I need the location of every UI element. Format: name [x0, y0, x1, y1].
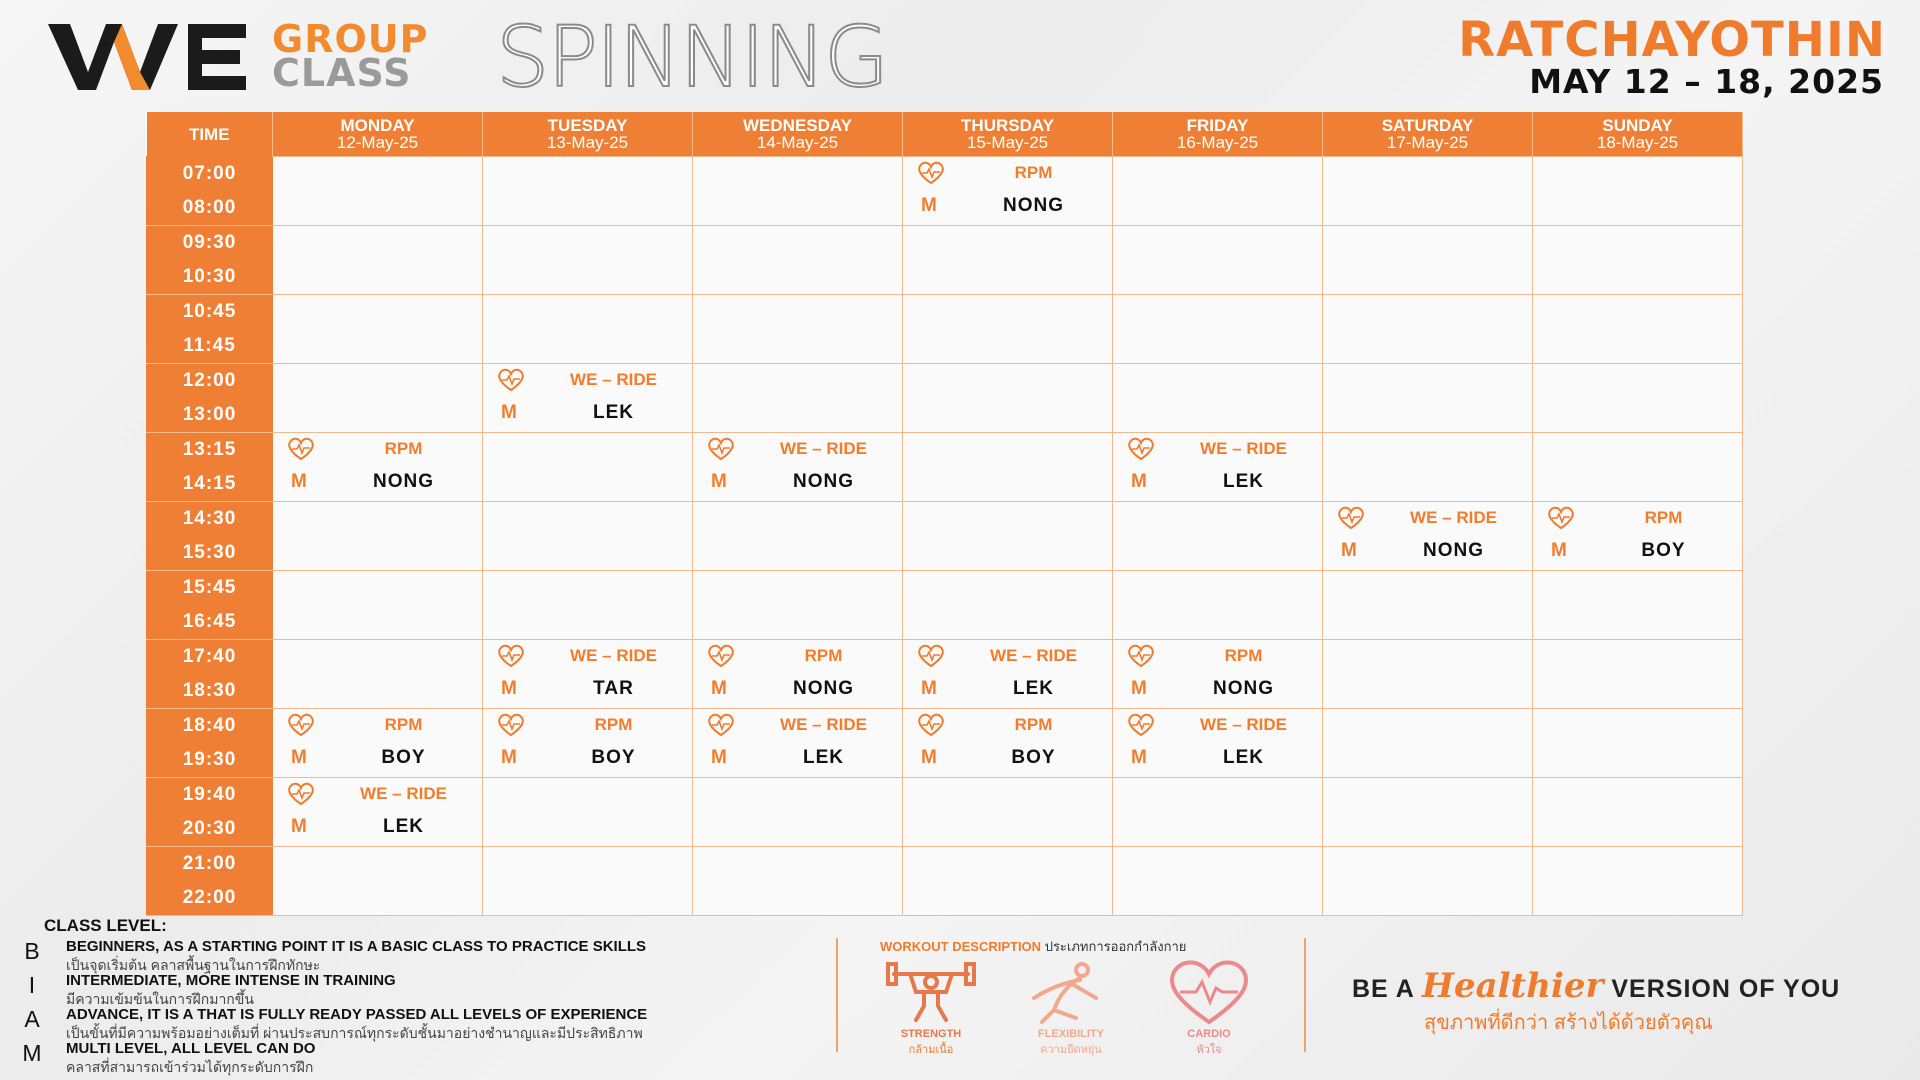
empty-cell — [273, 847, 483, 916]
start-time: 21:00 — [182, 853, 237, 874]
cardio-icon — [497, 644, 525, 668]
start-time: 15:45 — [182, 577, 237, 598]
day-name: WEDNESDAY — [743, 116, 852, 135]
class-entry[interactable] — [1113, 433, 1322, 501]
day-date: 18-May-25 — [1596, 133, 1679, 152]
empty-cell — [273, 226, 483, 295]
empty-cell — [1113, 571, 1323, 640]
workout-item-strength — [876, 958, 986, 1058]
empty-cell — [1113, 364, 1323, 433]
class-cell[interactable] — [273, 433, 483, 502]
empty-cell — [483, 571, 693, 640]
empty-cell — [1323, 640, 1533, 709]
level-code: M — [22, 1040, 42, 1066]
class-cell[interactable] — [693, 433, 903, 502]
empty-cell — [1533, 571, 1743, 640]
instructor-name: LEK — [1223, 747, 1264, 768]
class-level: M — [291, 816, 307, 837]
class-entry[interactable] — [1113, 640, 1322, 708]
slogan-thai: สุขภาพที่ดีกว่า สร้างได้ด้วยตัวคุณ — [1424, 1012, 1713, 1034]
class-entry[interactable] — [693, 709, 902, 777]
slogan — [1352, 966, 1840, 1006]
divider — [836, 938, 838, 1052]
empty-cell — [1323, 364, 1533, 433]
workout-heading-en: WORKOUT DESCRIPTION — [880, 939, 1042, 954]
instructor-name: NONG — [373, 471, 434, 492]
day-header-tuesday — [483, 112, 693, 157]
empty-cell — [903, 571, 1113, 640]
level-description-th: เป็นขั้นที่มีความพร้อมอย่างเต็มที่ ผ่านประสบการณ์ทุกระดับชั้นมาอย่างชำนาญและมีประสิทธิภาพ — [66, 1025, 643, 1041]
class-cell[interactable] — [903, 709, 1113, 778]
class-name: WE – RIDE — [990, 646, 1077, 665]
class-name: RPM — [384, 715, 423, 734]
class-level: M — [921, 195, 937, 216]
class-level: M — [501, 678, 517, 699]
cardio-icon — [287, 437, 315, 461]
level-description-th: มีความเข้มข้นในการฝึกมากขึ้น — [66, 991, 254, 1007]
start-time: 19:40 — [182, 784, 237, 805]
empty-cell — [1533, 778, 1743, 847]
empty-cell — [693, 364, 903, 433]
class-cell[interactable] — [483, 364, 693, 433]
empty-cell — [693, 226, 903, 295]
empty-cell — [483, 778, 693, 847]
class-level: M — [711, 471, 727, 492]
instructor-name: NONG — [793, 471, 854, 492]
class-level: M — [1341, 540, 1357, 561]
class-level: M — [1131, 471, 1147, 492]
class-entry[interactable] — [693, 640, 902, 708]
class-level: M — [921, 747, 937, 768]
cardio-icon — [287, 713, 315, 737]
class-entry[interactable] — [693, 433, 902, 501]
strength-label-th: กล้ามเนื้อ — [908, 1044, 954, 1056]
empty-cell — [1113, 502, 1323, 571]
empty-cell — [693, 295, 903, 364]
day-name: TUESDAY — [547, 116, 628, 135]
class-level: M — [711, 678, 727, 699]
class-name: RPM — [594, 715, 633, 734]
class-name: WE – RIDE — [780, 439, 867, 458]
workout-description-heading — [880, 936, 1186, 957]
empty-cell — [903, 295, 1113, 364]
instructor-name: BOY — [591, 747, 636, 768]
table-row — [147, 226, 1743, 295]
class-level: M — [1551, 540, 1567, 561]
empty-cell — [903, 226, 1113, 295]
empty-cell — [1323, 709, 1533, 778]
end-time: 08:00 — [182, 197, 237, 218]
cardio-icon — [1127, 644, 1155, 668]
class-entry[interactable] — [903, 709, 1112, 777]
empty-cell — [273, 571, 483, 640]
class-name: WE – RIDE — [780, 715, 867, 734]
we-logo — [48, 22, 248, 92]
start-time: 13:15 — [182, 439, 237, 460]
table-row — [147, 502, 1743, 571]
strength-label: STRENGTH — [900, 1028, 962, 1040]
class-name: WE – RIDE — [360, 784, 447, 803]
start-time: 14:30 — [182, 508, 237, 529]
class-name: WE – RIDE — [1410, 508, 1497, 527]
day-date: 16-May-25 — [1176, 133, 1259, 152]
empty-cell — [1533, 640, 1743, 709]
time-header: TIME — [147, 112, 273, 157]
instructor-name: LEK — [593, 402, 634, 423]
day-header-sunday — [1533, 112, 1743, 157]
time-cell — [147, 502, 273, 571]
workout-item-flexibility — [1016, 958, 1126, 1058]
class-cell[interactable] — [1113, 433, 1323, 502]
class-cell[interactable] — [903, 640, 1113, 709]
empty-cell — [273, 640, 483, 709]
empty-cell — [903, 433, 1113, 502]
class-entry[interactable] — [483, 709, 692, 777]
cardio-icon — [707, 437, 735, 461]
class-entry[interactable] — [1113, 709, 1322, 777]
workout-heading-th: ประเภทการออกกำลังกาย — [1044, 939, 1187, 954]
level-description: ADVANCE, IT IS A THAT IS FULLY READY PASSED ALL LEVELS OF EXPERIENCE — [66, 1006, 648, 1023]
brand-title — [272, 17, 429, 95]
slogan-post: VERSION OF YOU — [1603, 975, 1841, 1003]
flexibility-label: FLEXIBILITY — [1038, 1028, 1104, 1040]
start-time: 12:00 — [182, 370, 237, 391]
instructor-name: LEK — [383, 816, 424, 837]
empty-cell — [903, 778, 1113, 847]
class-level: M — [711, 747, 727, 768]
day-name: SATURDAY — [1381, 116, 1474, 135]
empty-cell — [693, 847, 903, 916]
cardio-icon — [917, 713, 945, 737]
level-description-th: คลาสที่สามารถเข้าร่วมได้ทุกระดับการฝึก — [66, 1059, 314, 1075]
empty-cell — [1323, 433, 1533, 502]
empty-cell — [483, 502, 693, 571]
instructor-name: BOY — [381, 747, 426, 768]
instructor-name: NONG — [1003, 195, 1064, 216]
end-time: 10:30 — [182, 266, 237, 287]
day-date: 14-May-25 — [756, 133, 839, 152]
brand-group: GROUP — [272, 17, 429, 61]
empty-cell — [483, 847, 693, 916]
class-name: WE – RIDE — [1200, 715, 1287, 734]
table-row — [147, 778, 1743, 847]
day-header-saturday — [1323, 112, 1533, 157]
day-date: 13-May-25 — [546, 133, 629, 152]
start-time: 10:45 — [182, 301, 237, 322]
time-cell — [147, 571, 273, 640]
empty-cell — [903, 502, 1113, 571]
class-entry[interactable] — [1323, 502, 1532, 570]
level-description: INTERMEDIATE, MORE INTENSE IN TRAINING — [66, 972, 396, 989]
day-header-friday — [1113, 112, 1323, 157]
class-cell[interactable] — [1113, 640, 1323, 709]
end-time: 11:45 — [183, 335, 236, 356]
empty-cell — [1323, 226, 1533, 295]
day-date: 17-May-25 — [1386, 133, 1469, 152]
empty-cell — [1533, 226, 1743, 295]
class-name: RPM — [1644, 508, 1683, 527]
empty-cell — [483, 295, 693, 364]
instructor-name: LEK — [1013, 678, 1054, 699]
level-description: BEGINNERS, AS A STARTING POINT IT IS A BASIC CLASS TO PRACTICE SKILLS — [66, 938, 647, 955]
day-name: THURSDAY — [961, 116, 1054, 135]
instructor-name: NONG — [1213, 678, 1274, 699]
cardio-icon — [1127, 713, 1155, 737]
cardio-icon — [1547, 506, 1575, 530]
level-code: I — [28, 972, 36, 998]
empty-cell — [693, 571, 903, 640]
end-time: 19:30 — [182, 749, 237, 770]
divider — [1304, 938, 1306, 1052]
day-header-thursday — [903, 112, 1113, 157]
empty-cell — [1113, 157, 1323, 226]
class-entry[interactable] — [903, 157, 1112, 225]
empty-cell — [483, 226, 693, 295]
empty-cell — [1533, 364, 1743, 433]
class-cell[interactable] — [483, 709, 693, 778]
class-cell[interactable] — [483, 640, 693, 709]
cardio-icon — [1164, 958, 1254, 1028]
time-cell — [147, 226, 273, 295]
class-level: M — [291, 747, 307, 768]
cardio-label: CARDIO — [1187, 1028, 1231, 1040]
empty-cell — [1113, 778, 1323, 847]
schedule-table — [146, 112, 1743, 916]
level-code: A — [24, 1006, 40, 1032]
slogan-pre: BE A — [1352, 975, 1422, 1003]
class-entry[interactable] — [483, 640, 692, 708]
class-name: WE – RIDE — [570, 370, 657, 389]
cardio-icon — [287, 782, 315, 806]
class-name: WE – RIDE — [1200, 439, 1287, 458]
table-row — [147, 571, 1743, 640]
level-description: MULTI LEVEL, ALL LEVEL CAN DO — [66, 1040, 316, 1057]
table-row — [147, 709, 1743, 778]
class-name: WE – RIDE — [570, 646, 657, 665]
instructor-name: NONG — [1423, 540, 1484, 561]
empty-cell — [1533, 709, 1743, 778]
empty-cell — [1323, 778, 1533, 847]
empty-cell — [903, 364, 1113, 433]
class-cell[interactable] — [693, 709, 903, 778]
start-time: 17:40 — [182, 646, 237, 667]
empty-cell — [693, 157, 903, 226]
class-entry[interactable] — [273, 433, 482, 501]
class-name: RPM — [1014, 163, 1053, 182]
class-entry[interactable] — [273, 709, 482, 777]
instructor-name: TAR — [593, 678, 634, 699]
instructor-name: BOY — [1641, 540, 1686, 561]
table-row — [147, 433, 1743, 502]
instructor-name: LEK — [1223, 471, 1264, 492]
class-name: RPM — [1224, 646, 1263, 665]
cardio-icon — [707, 644, 735, 668]
empty-cell — [693, 502, 903, 571]
time-cell — [147, 640, 273, 709]
end-time: 14:15 — [182, 473, 237, 494]
empty-cell — [693, 778, 903, 847]
flexibility-label-th: ความยืดหยุ่น — [1040, 1044, 1102, 1056]
class-cell[interactable] — [1113, 709, 1323, 778]
time-cell — [147, 433, 273, 502]
class-cell[interactable] — [1533, 502, 1743, 571]
class-entry[interactable] — [903, 640, 1112, 708]
empty-cell — [273, 295, 483, 364]
empty-cell — [1113, 295, 1323, 364]
class-name: RPM — [1014, 715, 1053, 734]
class-cell[interactable] — [1323, 502, 1533, 571]
time-cell — [147, 157, 273, 226]
class-entry[interactable] — [483, 364, 692, 432]
start-time: 09:30 — [182, 232, 237, 253]
empty-cell — [903, 847, 1113, 916]
class-entry[interactable] — [273, 778, 482, 846]
day-date: 12-May-25 — [336, 133, 419, 152]
table-row — [147, 295, 1743, 364]
end-time: 20:30 — [182, 818, 237, 839]
start-time: 07:00 — [182, 163, 237, 184]
time-cell — [147, 364, 273, 433]
table-row — [147, 847, 1743, 916]
cardio-icon — [707, 713, 735, 737]
day-header-wednesday — [693, 112, 903, 157]
empty-cell — [1113, 847, 1323, 916]
cardio-icon — [497, 713, 525, 737]
class-name: RPM — [804, 646, 843, 665]
class-level: M — [1131, 747, 1147, 768]
empty-cell — [483, 433, 693, 502]
slogan-highlight: Healthier — [1421, 966, 1604, 1006]
time-cell — [147, 778, 273, 847]
empty-cell — [1323, 157, 1533, 226]
table-header — [147, 112, 1743, 157]
cardio-icon — [917, 161, 945, 185]
empty-cell — [483, 157, 693, 226]
class-level-heading: CLASS LEVEL: — [44, 916, 167, 935]
start-time: 18:40 — [182, 715, 237, 736]
empty-cell — [1533, 295, 1743, 364]
end-time: 22:00 — [182, 887, 237, 908]
flexibility-icon — [1026, 958, 1116, 1028]
class-cell[interactable] — [273, 709, 483, 778]
class-cell[interactable] — [273, 778, 483, 847]
empty-cell — [1323, 571, 1533, 640]
cardio-icon — [497, 368, 525, 392]
table-row — [147, 364, 1743, 433]
empty-cell — [1113, 226, 1323, 295]
cardio-label-th: หัวใจ — [1196, 1044, 1222, 1056]
empty-cell — [1533, 847, 1743, 916]
instructor-name: BOY — [1011, 747, 1056, 768]
empty-cell — [273, 502, 483, 571]
brand-class: CLASS — [272, 51, 412, 95]
empty-cell — [273, 157, 483, 226]
end-time: 15:30 — [182, 542, 237, 563]
branch-name: RATCHAYOTHIN — [1458, 12, 1886, 68]
class-level: M — [1131, 678, 1147, 699]
time-cell — [147, 847, 273, 916]
empty-cell — [1533, 433, 1743, 502]
date-range: MAY 12 – 18, 2025 — [1529, 62, 1884, 101]
empty-cell — [1323, 847, 1533, 916]
level-code: B — [24, 938, 40, 964]
table-row — [147, 640, 1743, 709]
empty-cell — [1533, 157, 1743, 226]
brand-spinning: SPINNING — [496, 8, 888, 106]
cardio-icon — [1337, 506, 1365, 530]
workout-item-cardio — [1154, 958, 1264, 1058]
class-cell[interactable] — [693, 640, 903, 709]
strength-icon — [886, 958, 976, 1028]
class-level: M — [501, 402, 517, 423]
end-time: 16:45 — [182, 611, 237, 632]
day-name: FRIDAY — [1186, 116, 1249, 135]
day-name: MONDAY — [340, 116, 415, 135]
day-date: 15-May-25 — [966, 133, 1049, 152]
class-name: RPM — [384, 439, 423, 458]
cardio-icon — [917, 644, 945, 668]
empty-cell — [1323, 295, 1533, 364]
instructor-name: LEK — [803, 747, 844, 768]
day-name: SUNDAY — [1602, 116, 1673, 135]
table-row — [147, 157, 1743, 226]
class-cell[interactable] — [903, 157, 1113, 226]
end-time: 18:30 — [182, 680, 237, 701]
class-entry[interactable] — [1533, 502, 1742, 570]
time-cell — [147, 709, 273, 778]
level-description-th: เป็นจุดเริ่มต้น คลาสพื้นฐานในการฝึกทักษะ — [66, 957, 321, 973]
class-level: M — [501, 747, 517, 768]
empty-cell — [273, 364, 483, 433]
instructor-name: NONG — [793, 678, 854, 699]
end-time: 13:00 — [182, 404, 237, 425]
day-header-monday — [273, 112, 483, 157]
time-cell — [147, 295, 273, 364]
cardio-icon — [1127, 437, 1155, 461]
class-level: M — [921, 678, 937, 699]
class-level: M — [291, 471, 307, 492]
